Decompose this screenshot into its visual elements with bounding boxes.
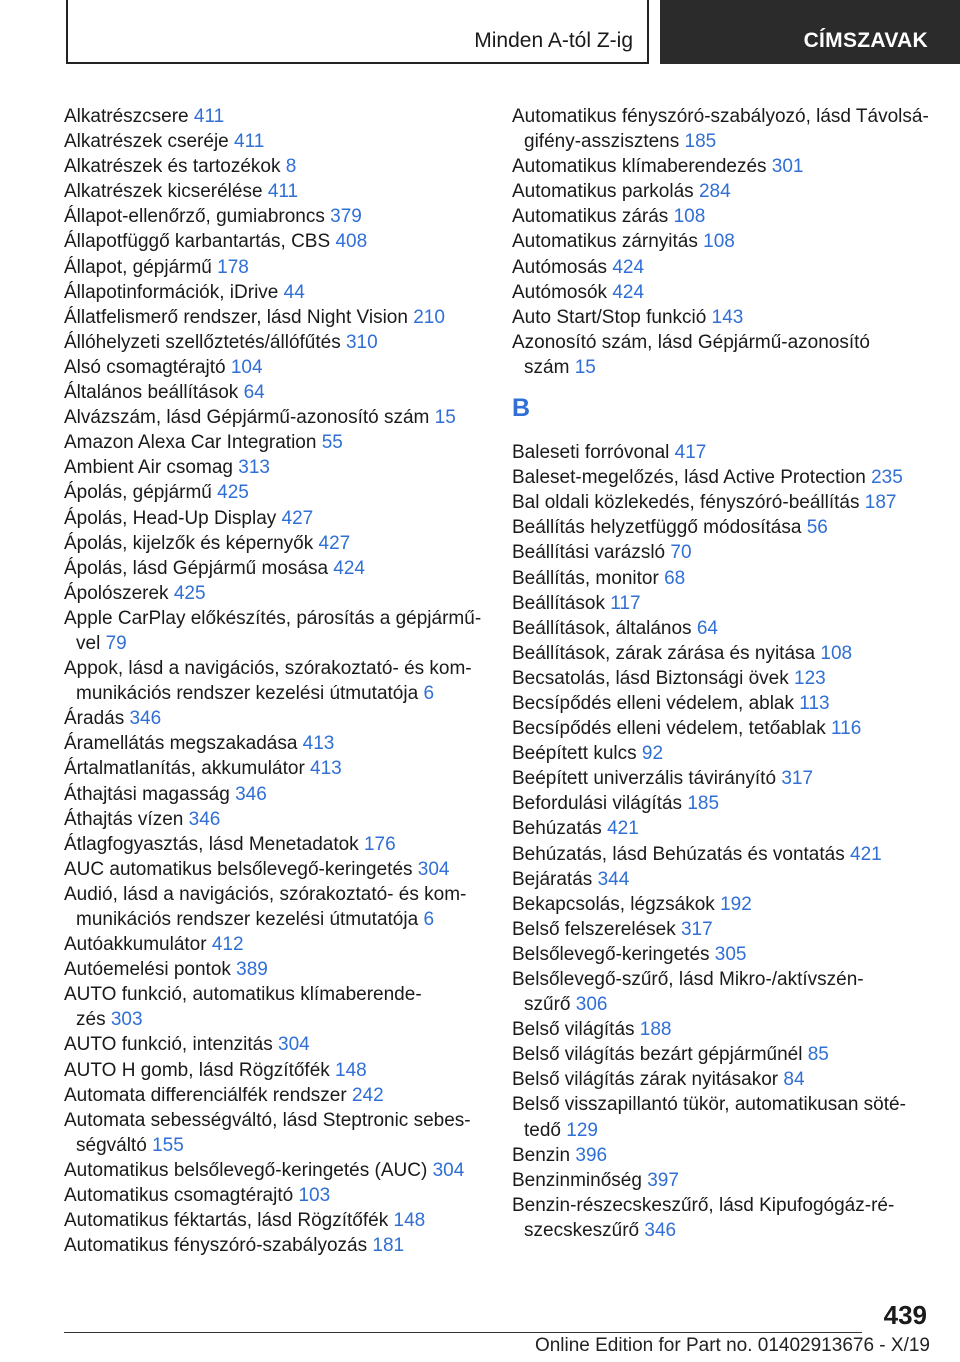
index-entry bbox=[64, 1108, 484, 1158]
index-entry-term: Beállítások, zárak zárása és nyitása bbox=[512, 642, 816, 664]
index-entry-term: Apple CarPlay előkészítés, párosítás a gépjármű- vel bbox=[64, 607, 482, 654]
index-entry bbox=[512, 1168, 932, 1193]
index-entry-term: Beépített kulcs bbox=[512, 743, 637, 765]
index-entry bbox=[512, 204, 932, 229]
index-entry bbox=[64, 255, 484, 280]
index-entry-term: Appok, lásd a navigációs, szórakoztató- és kom- munikációs rendszer kezelési útmutatója bbox=[64, 658, 472, 705]
index-entry bbox=[512, 842, 932, 867]
index-entry-term: Automatikus fényszóró-szabályozó, lásd Távolsá- gifény-asszisztens bbox=[512, 106, 929, 153]
index-entry-term: Benzinminőség bbox=[512, 1169, 642, 1191]
index-entry-page-link[interactable]: 64 bbox=[243, 382, 265, 404]
index-entry-page-link[interactable]: 187 bbox=[864, 492, 897, 514]
index-entry bbox=[512, 305, 932, 330]
index-entry-page-link[interactable]: 379 bbox=[330, 206, 362, 228]
index-entry bbox=[512, 942, 932, 967]
index-entry-page-link[interactable]: 424 bbox=[612, 256, 645, 278]
index-entry-page-link[interactable]: 396 bbox=[575, 1144, 608, 1166]
index-entry-term: Áradás bbox=[64, 708, 125, 730]
index-entry-page-link[interactable]: 185 bbox=[684, 131, 717, 153]
index-entry-term: Amazon Alexa Car Integration bbox=[64, 432, 317, 454]
index-entry bbox=[512, 716, 932, 741]
index-entry bbox=[512, 1042, 932, 1067]
index-entry-term: Automata differenciálfék rendszer bbox=[64, 1084, 347, 1106]
footer-edition-text: Online Edition for Part no. 01402913676 - X/19 bbox=[534, 1335, 930, 1356]
index-entry-term: Ápolás, gépjármű bbox=[64, 482, 212, 504]
index-entry-page-link[interactable]: 84 bbox=[783, 1069, 805, 1091]
index-entry bbox=[64, 656, 484, 706]
index-column-right bbox=[512, 104, 932, 1243]
index-entry bbox=[64, 1032, 484, 1057]
header-title: Minden A-tól Z-ig bbox=[474, 29, 633, 52]
index-entry-term: Belső felszerelések bbox=[512, 918, 676, 940]
index-entry bbox=[64, 1083, 484, 1108]
index-entry-page-link[interactable]: 44 bbox=[283, 281, 305, 303]
index-entry bbox=[64, 330, 484, 355]
index-entry bbox=[64, 807, 484, 832]
index-entry bbox=[64, 305, 484, 330]
index-entry-term: Automatikus zárás bbox=[512, 206, 669, 228]
index-entry-term: Automatikus fényszóró-szabályozás bbox=[64, 1235, 368, 1257]
index-group-b bbox=[512, 440, 932, 1243]
index-entry-term: Benzin bbox=[512, 1144, 571, 1166]
index-entry bbox=[64, 957, 484, 982]
index-entry-page-link[interactable]: 313 bbox=[238, 457, 270, 479]
index-entry-page-link[interactable]: 108 bbox=[820, 642, 853, 664]
index-entry-term: Ápolás, Head-Up Display bbox=[64, 507, 277, 529]
index-entry bbox=[512, 1092, 932, 1142]
index-entry bbox=[64, 932, 484, 957]
footer-divider bbox=[64, 1332, 862, 1333]
index-entry-page-link[interactable]: 346 bbox=[644, 1219, 677, 1241]
index-group-a bbox=[512, 104, 932, 380]
index-entry-page-link[interactable]: 427 bbox=[318, 532, 351, 554]
index-entry-term: Beállítás, monitor bbox=[512, 567, 659, 589]
index-entry-term: AUTO funkció, automatikus klímaberende- zés bbox=[64, 984, 422, 1031]
index-entry bbox=[512, 641, 932, 666]
index-entry-term: Automatikus parkolás bbox=[512, 181, 694, 203]
index-entry-term: Benzin-részecskeszűrő, lásd Kipufogógáz-ré- szecskeszűrő bbox=[512, 1194, 895, 1241]
index-entry-page-link[interactable]: 108 bbox=[673, 206, 706, 228]
index-entry-term: AUC automatikus belsőlevegő-keringetés bbox=[64, 858, 413, 880]
index-entry bbox=[64, 857, 484, 882]
index-entry bbox=[64, 706, 484, 731]
index-entry-page-link[interactable]: 68 bbox=[664, 567, 686, 589]
index-entry bbox=[64, 154, 484, 179]
index-entry bbox=[512, 179, 932, 204]
index-entry bbox=[512, 616, 932, 641]
index-entry-term: Alsó csomagtérajtó bbox=[64, 356, 226, 378]
index-entry-term: Automatikus klímaberendezés bbox=[512, 156, 767, 178]
index-entry-term: Auto Start/Stop funkció bbox=[512, 306, 707, 328]
index-entry-page-link[interactable]: 304 bbox=[417, 858, 450, 880]
index-entry-term: Ápolás, kijelzők és képernyők bbox=[64, 532, 314, 554]
index-entry bbox=[512, 917, 932, 942]
index-entry bbox=[64, 229, 484, 254]
index-entry bbox=[512, 591, 932, 616]
index-entry-term: Általános beállítások bbox=[64, 382, 239, 404]
index-entry bbox=[64, 480, 484, 505]
index-entry-term: Baleseti forróvonal bbox=[512, 442, 670, 464]
index-entry-term: Ártalmatlanítás, akkumulátor bbox=[64, 758, 305, 780]
index-entry bbox=[512, 741, 932, 766]
index-entry-page-link[interactable]: 303 bbox=[110, 1009, 143, 1031]
index-entry-term: Beállítások, általános bbox=[512, 617, 692, 639]
index-entry bbox=[512, 490, 932, 515]
index-entry-term: Belső világítás bezárt gépjárműnél bbox=[512, 1044, 803, 1066]
index-entry-page-link[interactable]: 412 bbox=[211, 934, 244, 956]
header-title-box bbox=[66, 0, 649, 64]
index-entry-page-link[interactable]: 408 bbox=[335, 231, 368, 253]
index-entry-term: Áthajtás vízen bbox=[64, 808, 184, 830]
index-entry-page-link[interactable]: 181 bbox=[372, 1235, 405, 1257]
index-entry-term: Beállítások bbox=[512, 592, 605, 614]
index-entry bbox=[64, 982, 484, 1032]
index-entry-page-link[interactable]: 284 bbox=[698, 181, 731, 203]
index-entry-page-link[interactable]: 306 bbox=[575, 994, 608, 1016]
header-section-tab bbox=[660, 0, 960, 64]
index-entry bbox=[64, 531, 484, 556]
index-entry-page-link[interactable]: 176 bbox=[363, 833, 396, 855]
index-entry-term: Automatikus belsőlevegő-keringetés (AUC) bbox=[64, 1159, 428, 1181]
index-entry bbox=[64, 1058, 484, 1083]
index-entry bbox=[64, 104, 484, 129]
index-entry bbox=[64, 1183, 484, 1208]
index-entry-term: Autómosók bbox=[512, 281, 608, 303]
index-entry-page-link[interactable]: 155 bbox=[152, 1134, 184, 1156]
index-entry-term: Befordulási világítás bbox=[512, 793, 683, 815]
index-entry-page-link[interactable]: 425 bbox=[173, 582, 206, 604]
index-entry bbox=[64, 581, 484, 606]
page-number: 439 bbox=[883, 1300, 927, 1330]
index-entry-term: Áthajtási magasság bbox=[64, 783, 230, 805]
index-entry-term: Bejáratás bbox=[512, 868, 593, 890]
index-entry-term: Autóakkumulátor bbox=[64, 934, 207, 956]
index-entry bbox=[512, 766, 932, 791]
index-entry-page-link[interactable]: 117 bbox=[610, 592, 641, 614]
index-entry-term: Ápolószerek bbox=[64, 582, 169, 604]
index-entry-term: Behúzatás bbox=[512, 818, 602, 840]
index-entry-term: Bal oldali közlekedés, fényszóró-beállítás bbox=[512, 492, 860, 514]
index-entry bbox=[512, 255, 932, 280]
index-entry-page-link[interactable]: 92 bbox=[641, 743, 664, 765]
index-entry-term: Azonosító szám, lásd Gépjármű-azonosító szám bbox=[512, 331, 871, 378]
index-entry-page-link[interactable]: 413 bbox=[310, 758, 342, 780]
index-entry bbox=[64, 204, 484, 229]
index-entry-page-link[interactable]: 108 bbox=[703, 231, 735, 253]
index-entry-term: Becsatolás, lásd Biztonsági övek bbox=[512, 667, 789, 689]
index-entry bbox=[512, 566, 932, 591]
index-entry-term: Ápolás, lásd Gépjármű mosása bbox=[64, 557, 329, 579]
index-entry bbox=[512, 154, 932, 179]
index-entry bbox=[512, 1017, 932, 1042]
index-entry-term: Becsípődés elleni védelem, tetőablak bbox=[512, 718, 826, 740]
index-entry-term: Alkatrészcsere bbox=[64, 106, 189, 127]
index-entry bbox=[512, 465, 932, 490]
index-entry bbox=[64, 506, 484, 531]
index-entry-term: Beépített univerzális távirányító bbox=[512, 768, 777, 790]
index-entry bbox=[64, 882, 484, 932]
index-entry-term: Behúzatás, lásd Behúzatás és vontatás bbox=[512, 843, 845, 865]
index-entry bbox=[64, 1233, 484, 1258]
index-entry-page-link[interactable]: 79 bbox=[105, 632, 127, 654]
index-entry-page-link[interactable]: 389 bbox=[236, 959, 268, 981]
index-entry bbox=[64, 782, 484, 807]
index-entry-term: Belsőlevegő-keringetés bbox=[512, 943, 710, 965]
index-entry-term: AUTO funkció, intenzitás bbox=[64, 1034, 273, 1056]
index-entry bbox=[512, 867, 932, 892]
index-entry-term: Állapotinformációk, iDrive bbox=[64, 281, 279, 303]
index-entry-term: AUTO H gomb, lásd Rögzítőfék bbox=[64, 1059, 330, 1081]
index-entry-page-link[interactable]: 8 bbox=[285, 156, 297, 178]
index-entry-page-link[interactable]: 6 bbox=[423, 909, 435, 930]
index-entry-page-link[interactable]: 123 bbox=[794, 667, 826, 689]
index-entry-term: Alkatrészek kicserélése bbox=[64, 181, 263, 203]
index-entry bbox=[64, 731, 484, 756]
index-entry bbox=[64, 179, 484, 204]
index-entry-term: Belső világítás zárak nyitásakor bbox=[512, 1069, 779, 1091]
index-entry-page-link[interactable]: 425 bbox=[217, 482, 249, 504]
index-entry bbox=[512, 816, 932, 841]
section-letter-heading: B bbox=[512, 394, 531, 423]
index-entry-page-link[interactable]: 305 bbox=[714, 943, 747, 965]
index-entry-term: Beállítás helyzetfüggő módosítása bbox=[512, 517, 802, 539]
index-entry-term: Becsípődés elleni védelem, ablak bbox=[512, 692, 795, 714]
index-entry-page-link[interactable]: 346 bbox=[129, 708, 162, 730]
index-entry-page-link[interactable]: 310 bbox=[345, 331, 378, 353]
index-entry-term: Bekapcsolás, légzsákok bbox=[512, 893, 715, 915]
index-entry-page-link[interactable]: 70 bbox=[670, 542, 692, 564]
index-entry bbox=[64, 832, 484, 857]
index-entry-page-link[interactable]: 116 bbox=[830, 718, 862, 740]
index-entry bbox=[64, 380, 484, 405]
index-entry-term: Állapot, gépjármű bbox=[64, 256, 212, 278]
index-entry-page-link[interactable]: 143 bbox=[711, 306, 744, 328]
index-column-left bbox=[64, 104, 484, 1258]
index-entry bbox=[512, 1067, 932, 1092]
index-entry-term: Állóhelyzeti szellőztetés/állófűtés bbox=[64, 331, 341, 353]
index-entry-term: Alkatrészek cseréje bbox=[64, 131, 229, 153]
index-entry-page-link[interactable]: 15 bbox=[434, 407, 456, 429]
index-entry-page-link[interactable]: 304 bbox=[278, 1034, 310, 1056]
index-entry-term: Autómosás bbox=[512, 256, 608, 278]
index-entry bbox=[512, 791, 932, 816]
index-entry-page-link[interactable]: 344 bbox=[597, 868, 630, 890]
index-entry-page-link[interactable]: 85 bbox=[807, 1044, 829, 1066]
index-entry-page-link[interactable]: 397 bbox=[647, 1169, 679, 1191]
index-entry bbox=[512, 104, 932, 154]
index-entry-page-link[interactable]: 192 bbox=[720, 893, 752, 915]
index-entry bbox=[64, 280, 484, 305]
index-entry-page-link[interactable]: 427 bbox=[281, 507, 314, 529]
index-entry bbox=[64, 455, 484, 480]
index-entry-term: Beállítási varázsló bbox=[512, 542, 666, 564]
index-entry-page-link[interactable]: 421 bbox=[607, 818, 639, 840]
index-entry-page-link[interactable]: 104 bbox=[230, 356, 263, 378]
index-entry-page-link[interactable]: 411 bbox=[234, 131, 265, 153]
index-entry-page-link[interactable]: 417 bbox=[674, 442, 707, 464]
index-entry bbox=[512, 1193, 932, 1243]
index-entry bbox=[512, 967, 932, 1017]
index-entry-page-link[interactable]: 317 bbox=[680, 918, 713, 940]
index-entry-page-link[interactable]: 411 bbox=[193, 106, 225, 127]
index-entry bbox=[512, 330, 932, 380]
index-entry bbox=[64, 556, 484, 581]
index-entry-page-link[interactable]: 148 bbox=[335, 1059, 367, 1081]
index-entry-page-link[interactable]: 210 bbox=[413, 306, 445, 328]
header-section-label: CÍMSZAVAK bbox=[803, 29, 928, 52]
index-entry-term: Baleset-megelőzés, lásd Active Protection bbox=[512, 467, 866, 489]
index-entry bbox=[512, 666, 932, 691]
index-entry bbox=[64, 405, 484, 430]
index-entry-term: Alkatrészek és tartozékok bbox=[64, 156, 281, 178]
index-entry-term: Audió, lásd a navigációs, szórakoztató- és kom- munikációs rendszer kezelési útmutatója bbox=[64, 883, 467, 930]
index-entry-page-link[interactable]: 242 bbox=[351, 1084, 384, 1106]
index-entry-term: Automatikus féktartás, lásd Rögzítőfék bbox=[64, 1210, 389, 1232]
index-entry bbox=[512, 515, 932, 540]
index-entry bbox=[512, 440, 932, 465]
index-entry-page-link[interactable]: 178 bbox=[217, 256, 249, 278]
index-entry-term: Automata sebességváltó, lásd Steptronic sebes- ségváltó bbox=[64, 1109, 471, 1156]
index-entry-page-link[interactable]: 148 bbox=[393, 1210, 426, 1232]
index-entry bbox=[64, 129, 484, 154]
index-entry-page-link[interactable]: 113 bbox=[799, 692, 830, 714]
index-entry bbox=[512, 691, 932, 716]
index-entry-page-link[interactable]: 304 bbox=[432, 1159, 465, 1181]
index-entry-page-link[interactable]: 346 bbox=[188, 808, 221, 830]
index-entry-page-link[interactable]: 185 bbox=[687, 793, 720, 815]
index-entry-term: Átlagfogyasztás, lásd Menetadatok bbox=[64, 833, 359, 855]
index-entry bbox=[512, 229, 932, 254]
index-entry bbox=[64, 430, 484, 455]
index-entry-term: Belső világítás bbox=[512, 1019, 635, 1041]
index-entry-page-link[interactable]: 413 bbox=[302, 733, 335, 755]
index-entry-page-link[interactable]: 424 bbox=[333, 557, 365, 579]
index-entry-page-link[interactable]: 317 bbox=[781, 768, 814, 790]
index-entry-term: Alvázszám, lásd Gépjármű-azonosító szám bbox=[64, 407, 430, 429]
index-entry-term: Ambient Air csomag bbox=[64, 457, 233, 479]
index-entry-page-link[interactable]: 424 bbox=[612, 281, 645, 303]
index-entry bbox=[512, 892, 932, 917]
index-entry-page-link[interactable]: 56 bbox=[806, 517, 828, 539]
index-entry-page-link[interactable]: 15 bbox=[574, 356, 596, 378]
index-entry-page-link[interactable]: 55 bbox=[321, 432, 343, 454]
index-entry bbox=[512, 280, 932, 305]
index-entry-term: Autóemelési pontok bbox=[64, 959, 231, 981]
index-entry bbox=[512, 540, 932, 565]
index-entry bbox=[64, 606, 484, 656]
index-entry-term: Állapot-ellenőrző, gumiabroncs bbox=[64, 206, 325, 228]
index-entry bbox=[64, 355, 484, 380]
index-entry bbox=[512, 1143, 932, 1168]
index-entry-page-link[interactable]: 64 bbox=[696, 617, 718, 639]
index-entry-page-link[interactable]: 346 bbox=[235, 783, 267, 805]
index-entry-page-link[interactable]: 129 bbox=[566, 1119, 598, 1141]
index-entry-term: Áramellátás megszakadása bbox=[64, 733, 298, 755]
index-entry-term: Belsőlevegő-szűrő, lásd Mikro-/aktívszén- szűrő bbox=[512, 969, 864, 1016]
index-entry-page-link[interactable]: 411 bbox=[267, 181, 299, 203]
index-entry bbox=[64, 1158, 484, 1183]
index-entry-page-link[interactable]: 235 bbox=[871, 467, 903, 489]
index-entry-page-link[interactable]: 103 bbox=[298, 1185, 331, 1207]
index-entry-term: Állatfelismerő rendszer, lásd Night Vision bbox=[64, 306, 408, 328]
index-entry-term: Automatikus zárnyitás bbox=[512, 231, 698, 253]
index-entry-page-link[interactable]: 6 bbox=[423, 683, 435, 705]
index-entry bbox=[64, 1208, 484, 1233]
index-entry-term: Állapotfüggő karbantartás, CBS bbox=[64, 231, 331, 253]
index-entry-page-link[interactable]: 188 bbox=[639, 1019, 672, 1041]
index-entry-term: Belső visszapillantó tükör, automatikusan söté- tedő bbox=[512, 1094, 906, 1141]
index-entry-page-link[interactable]: 421 bbox=[850, 843, 882, 865]
index-entry-term: Automatikus csomagtérajtó bbox=[64, 1185, 294, 1207]
index-entry bbox=[64, 756, 484, 781]
index-entry-page-link[interactable]: 301 bbox=[771, 156, 804, 178]
